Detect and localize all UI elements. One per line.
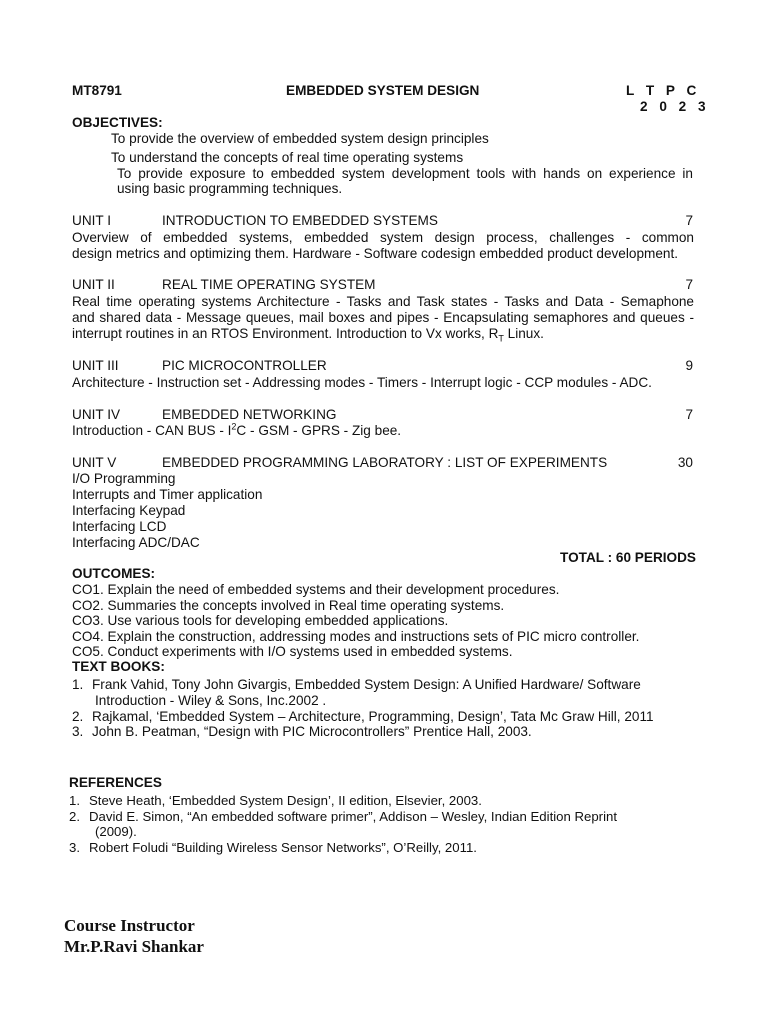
outcome-item: CO5. Conduct experiments with I/O systems used in embedded systems. (72, 644, 513, 659)
reference-item: 2. David E. Simon, “An embedded software primer”, Addison – Wesley, Indian Edition Reprint (69, 809, 618, 824)
instructor-label: Course Instructor (64, 916, 195, 935)
objective-item: To provide the overview of embedded system design principles (111, 131, 489, 146)
outcomes-heading: OUTCOMES: (72, 566, 156, 581)
course-title: EMBEDDED SYSTEM DESIGN (286, 83, 480, 98)
unit-number: UNIT II (72, 277, 115, 292)
outcome-item: CO4. Explain the construction, addressing modes and instructions sets of PIC micro controller. (72, 629, 640, 644)
unit-description-line: Real time operating systems Architecture - Tasks and Task states - Tasks and Data - Semaphone (72, 294, 694, 309)
reference-item: 1. Steve Heath, ‘Embedded System Design’, II edition, Elsevier, 2003. (69, 793, 482, 808)
textbook-item: 2. Rajkamal, ‘Embedded System – Architecture, Programming, Design’, Tata Mc Graw Hill, 2011 (72, 709, 654, 724)
unit-hours: 7 (685, 407, 693, 422)
unit-hours: 7 (685, 213, 693, 228)
objectives-heading: OBJECTIVES: (72, 115, 163, 130)
unit-description-line: Architecture - Instruction set - Addressing modes - Timers - Interrupt logic - CCP modules - ADC. (72, 375, 652, 390)
unit-hours: 9 (685, 358, 693, 373)
textbook-item: 3. John B. Peatman, “Design with PIC Microcontrollers” Prentice Hall, 2003. (72, 724, 532, 739)
unit-title: INTRODUCTION TO EMBEDDED SYSTEMS (162, 213, 438, 228)
outcome-item: CO1. Explain the need of embedded systems and their development procedures. (72, 582, 560, 597)
ltpc-labels: L T P C (626, 83, 701, 98)
unit-hours: 7 (685, 277, 693, 292)
unit-title: REAL TIME OPERATING SYSTEM (162, 277, 376, 292)
experiment-item: Interfacing ADC/DAC (72, 535, 200, 550)
unit-description-line: interrupt routines in an RTOS Environment. Introduction to Vx works, $R_T$ Linux. (72, 326, 544, 344)
unit-title: EMBEDDED NETWORKING (162, 407, 337, 422)
unit-number: UNIT III (72, 358, 119, 373)
reference-item: 3. Robert Foludi “Building Wireless Sensor Networks”, O’Reilly, 2011. (69, 840, 477, 855)
course-code: MT8791 (72, 83, 122, 98)
experiment-item: Interrupts and Timer application (72, 487, 263, 502)
textbook-item-continued: Introduction - Wiley & Sons, Inc.2002 . (95, 693, 327, 708)
unit-description-line: Overview of embedded systems, embedded system design process, challenges - common (72, 230, 694, 245)
objective-item: To understand the concepts of real time operating systems (111, 150, 464, 165)
objective-item-continued: using basic programming techniques. (117, 181, 343, 196)
unit-number: UNIT I (72, 213, 112, 228)
unit-number: UNIT IV (72, 407, 121, 422)
reference-item-continued: (2009). (95, 824, 137, 839)
outcome-item: CO3. Use various tools for developing embedded applications. (72, 613, 449, 628)
experiment-item: Interfacing Keypad (72, 503, 186, 518)
unit-description-line: Introduction - CAN BUS - $I^2C$ - GSM - GPRS - Zig bee. (72, 421, 402, 438)
unit-hours: 30 (677, 455, 693, 470)
ltpc-values: 2 0 2 3 (640, 99, 710, 114)
outcome-item: CO2. Summaries the concepts involved in Real time operating systems. (72, 598, 505, 613)
total-periods: TOTAL : 60 PERIODS (560, 550, 696, 565)
unit-description-line: design metrics and optimizing them. Hardware - Software codesign embedded product development. (72, 246, 678, 261)
experiment-item: I/O Programming (72, 471, 176, 486)
unit-number: UNIT V (72, 455, 117, 470)
objective-item: To provide exposure to embedded system development tools with hands on experience in (117, 166, 693, 181)
references-heading: REFERENCES (69, 775, 162, 790)
textbooks-heading: TEXT BOOKS: (72, 659, 165, 674)
textbook-item: 1. Frank Vahid, Tony John Givargis, Embedded System Design: A Unified Hardware/ Software (72, 677, 641, 692)
unit-description-line: and shared data - Message queues, mail boxes and pipes - Encapsulating semaphores and queues - (72, 310, 694, 325)
experiment-item: Interfacing LCD (72, 519, 167, 534)
unit-title: EMBEDDED PROGRAMMING LABORATORY : LIST OF EXPERIMENTS (162, 455, 608, 470)
unit-title: PIC MICROCONTROLLER (162, 358, 327, 373)
instructor-name: Mr.P.Ravi Shankar (64, 937, 204, 956)
